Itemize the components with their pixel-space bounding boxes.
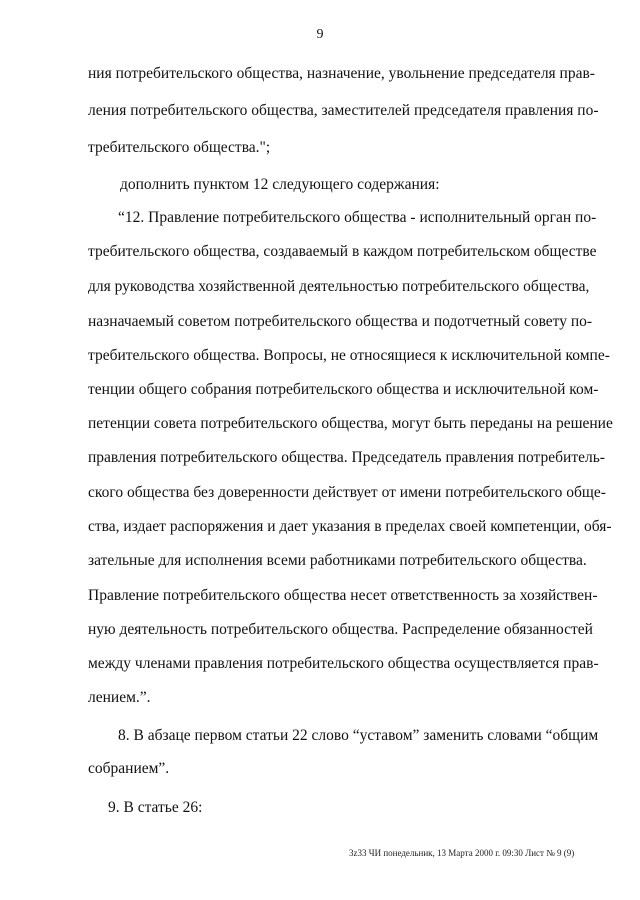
text-line: между членами правления потребительского общества осуществляется прав- bbox=[88, 655, 599, 672]
text-line: требительского общества."; bbox=[88, 139, 271, 156]
text-line: ления потребительского общества, заместителей председателя правления по- bbox=[88, 102, 599, 119]
text-line: правления потребительского общества. Председатель правления потребитель- bbox=[88, 449, 605, 466]
text-line: ную деятельность потребительского общества. Распределение обязанностей bbox=[88, 621, 593, 638]
text-line: ского общества без доверенности действует от имени потребительского обще- bbox=[88, 484, 606, 501]
text-line: требительского общества, создаваемый в каждом потребительском обществе bbox=[88, 243, 597, 260]
text-line: Правление потребительского общества несет ответственность за хозяйствен- bbox=[88, 587, 598, 604]
text-line: для руководства хозяйственной деятельностью потребительского общества, bbox=[88, 278, 590, 295]
text-line: “12. Правление потребительского общества - исполнительный орган по- bbox=[118, 209, 597, 226]
text-line: лением.”. bbox=[88, 689, 151, 706]
page-number: 9 bbox=[316, 27, 324, 42]
text-line: зательные для исполнения всеми работниками потребительского общества. bbox=[88, 552, 587, 569]
text-line: 8. В абзаце первом статьи 22 слово “уставом” заменить словами “общим bbox=[118, 727, 599, 744]
footer-stamp: 3z33 ЧИ понедельник, 13 Марта 2000 г. 09:30 Лист № 9 (9) bbox=[349, 848, 575, 858]
text-line: требительского общества. Вопросы, не относящиеся к исключительной компе- bbox=[88, 347, 610, 364]
text-line: ства, издает распоряжения и дает указания в пределах своей компетенции, обя- bbox=[88, 518, 612, 535]
text-line: петенции совета потребительского общества, могут быть переданы на решение bbox=[88, 415, 613, 432]
text-line: назначаемый советом потребительского общества и подотчетный совету по- bbox=[88, 313, 593, 330]
text-line: дополнить пунктом 12 следующего содержания: bbox=[120, 176, 440, 193]
text-line: собранием”. bbox=[88, 760, 170, 777]
text-line: 9. В статье 26: bbox=[108, 799, 203, 816]
text-line: тенции общего собрания потребительского общества и исключительной ком- bbox=[88, 381, 599, 398]
text-line: ния потребительского общества, назначение, увольнение председателя прав- bbox=[88, 65, 595, 82]
